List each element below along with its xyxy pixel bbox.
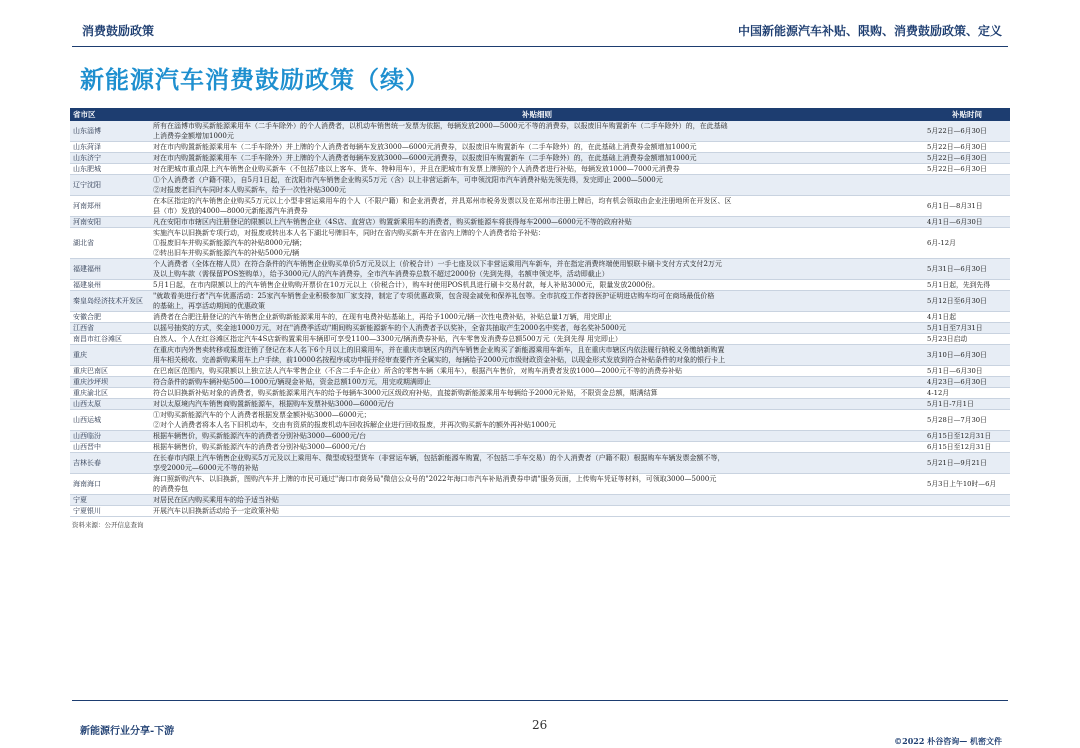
details-cell: [150, 388, 924, 399]
details-cell: [150, 196, 924, 217]
details-line: 开展汽车以旧换新活动给予一定政策补贴: [153, 507, 279, 515]
time-cell: 5月28日—7月30日: [924, 410, 1010, 431]
details-cell: [150, 334, 924, 345]
details-line: 及以上购车款（需保留POS签购单），给予3000元/人的汽车消费券，全市汽车消费券总数不超过2000份（先到先得，名额申领完毕，活动即截止）: [153, 270, 609, 278]
time-cell: 5月22日—6月30日: [924, 121, 1010, 142]
table-row: [70, 291, 1010, 312]
region-cell: 辽宁沈阳: [70, 175, 150, 196]
policy-table: [70, 108, 1010, 517]
details-line: 的基础上，再享活动期间的优惠政策: [153, 302, 265, 310]
table-row: [70, 506, 1010, 517]
time-cell: 4月1日—6月30日: [924, 217, 1010, 228]
details-cell: [150, 142, 924, 153]
time-cell: 5月1日-7月1日: [924, 399, 1010, 410]
time-cell: 4月23日—6月30日: [924, 377, 1010, 388]
region-cell: 河南郑州: [70, 196, 150, 217]
details-line: ①报废旧车并购买新能源汽车的补贴8000元/辆；: [153, 239, 307, 247]
time-cell: 4-12月: [924, 388, 1010, 399]
details-line: 海口照新购汽车、以旧换新，图购汽车并上牌的市民可通过"海口市商务局"微信公众号的"2022年海口市汽车补贴消费券申请"服务页面，上传购车凭证等材料，可领取3000—5000元: [153, 475, 717, 483]
details-cell: [150, 291, 924, 312]
details-line: 符合条件的新购车辆补贴500—1000元/辆现金补贴，资金总额100万元，用完或期满即止: [153, 378, 431, 386]
time-cell: 5月31日—6月30日: [924, 259, 1010, 280]
details-line: 在本区指定的汽车销售企业购买5万元以上小型非营运乘用车的个人（不限户籍）和企业消费者，并具郑州市税务发票以及在郑州市注册上牌后，均有机会领取由企业注册地所在开发区、区: [153, 197, 732, 205]
time-cell: 6月1日—8月31日: [924, 196, 1010, 217]
details-cell: [150, 164, 924, 175]
time-cell: 6月15日至12月31日: [924, 442, 1010, 453]
table-row: [70, 312, 1010, 323]
header-document-title: 中国新能源汽车补贴、限购、消费鼓励政策、定义: [737, 24, 1002, 38]
region-cell: 南昌市红谷滩区: [70, 334, 150, 345]
table-row: [70, 495, 1010, 506]
details-cell: [150, 175, 924, 196]
time-cell: 5月22日—6月30日: [924, 153, 1010, 164]
table-row: [70, 410, 1010, 431]
time-cell: 4月1日起: [924, 312, 1010, 323]
table-row: [70, 121, 1010, 142]
region-cell: 重庆巴南区: [70, 366, 150, 377]
table-row: [70, 323, 1010, 334]
details-cell: [150, 410, 924, 431]
table-row: [70, 196, 1010, 217]
footer-divider: [72, 700, 1008, 701]
table-row: [70, 259, 1010, 280]
details-cell: [150, 495, 924, 506]
page-title: 新能源汽车消费鼓励政策（续）: [80, 65, 430, 94]
details-cell: [150, 345, 924, 366]
details-line: 对居民在区内购买乘用车的给予适当补贴: [153, 496, 279, 504]
time-cell: 5月3日上午10时—6月: [924, 474, 1010, 495]
table-row: [70, 217, 1010, 228]
region-cell: 安徽合肥: [70, 312, 150, 323]
details-cell: [150, 280, 924, 291]
details-cell: [150, 453, 924, 474]
details-cell: [150, 377, 924, 388]
details-line: 个人消费者（全体在榕人员）在符合条件的汽车销售企业购买单价5万元及以上（价税合计）一手七座及以下非营运乘用汽车新车，并在指定消费终端使用银联卡刷卡支付方式支付2万元: [153, 260, 722, 268]
details-line: 对以太原境内汽车销售商购置新能源车，根据购车发票补贴3000—6000元/台: [153, 400, 394, 408]
details-line: 根据车辆售价，购买新能源汽车的消费者分别补贴3000—6000元/台: [153, 443, 366, 451]
region-cell: 重庆沙坪坝: [70, 377, 150, 388]
region-cell: 秦皇岛经济技术开发区: [70, 291, 150, 312]
region-cell: 江西省: [70, 323, 150, 334]
time-cell: 6月15日至12月31日: [924, 431, 1010, 442]
table-row: [70, 388, 1010, 399]
policy-table-container: [70, 108, 1010, 529]
table-row: [70, 431, 1010, 442]
region-cell: 山西运城: [70, 410, 150, 431]
details-line: 对在市内购置新能源乘用车（二手车除外）并上牌的个人消费者每辆车发放3000—6000元消费券，以报废旧车购置新车（二手车除外）的，在此基础上消费券金额增加1000元: [153, 154, 697, 162]
details-line: 在长春市内限上汽车销售企业购买5万元及以上乘用车、微型或轻型货车（非营运车辆，包括新能源车购置，不包括二手车交易）的个人消费者（户籍不限）根据购车车辆发票金额不等，: [153, 454, 725, 462]
region-cell: 海南海口: [70, 474, 150, 495]
table-row: [70, 399, 1010, 410]
region-cell: 山东淄博: [70, 121, 150, 142]
table-row: [70, 164, 1010, 175]
table-header-row: [70, 108, 1010, 121]
footer-report-name: 新能源行业分享-下游: [80, 726, 175, 737]
time-cell: 5月23日启动: [924, 334, 1010, 345]
time-cell: 5月22日—6月30日: [924, 142, 1010, 153]
time-cell: 3月10日—6月30日: [924, 345, 1010, 366]
time-cell: [924, 175, 1010, 196]
time-cell: 5月22日—6月30日: [924, 164, 1010, 175]
region-cell: 宁夏银川: [70, 506, 150, 517]
header-divider: [72, 46, 1008, 47]
details-line: ②转出旧车并购买新能源汽车的补贴5000元/辆: [153, 249, 300, 257]
table-row: [70, 228, 1010, 259]
table-row: [70, 377, 1010, 388]
details-cell: [150, 259, 924, 280]
details-line: 根据车辆售价，购买新能源汽车的消费者分别补贴3000—6000元/台: [153, 432, 366, 440]
time-cell: [924, 495, 1010, 506]
source-note: 资料来源：公开信息查询: [72, 521, 144, 529]
details-cell: [150, 217, 924, 228]
details-cell: [150, 121, 924, 142]
details-line: "就敢看美进行者"汽车优惠活动：25家汽车销售企业积极参加厂家支持，制定了专项优惠政策，包含现金减免和保养礼包等。全市抗疫工作者持医护证明进店购车均可在商场最低价格: [153, 292, 715, 300]
footer-copyright: ©2022 朴谷咨询— 机密文件: [894, 736, 1002, 746]
region-cell: 山东菏泽: [70, 142, 150, 153]
details-cell: [150, 153, 924, 164]
details-line: ①对购买新能源汽车的个人消费者根据发票金额补贴3000—6000元；: [153, 411, 371, 419]
details-line: 县（市）发放的4000—8000元新能源汽车消费券: [153, 207, 308, 215]
time-cell: [924, 506, 1010, 517]
column-header-details: 补贴细则: [150, 108, 924, 121]
details-line: 对在市内购置新能源乘用车（二手车除外）并上牌的个人消费者每辆车发放3000—6000元消费券，以报废旧车购置新车（二手车除外）的，在此基础上消费券金额增加1000元: [153, 143, 697, 151]
table-row: [70, 142, 1010, 153]
table-row: [70, 366, 1010, 377]
region-cell: 山西晋中: [70, 442, 150, 453]
time-cell: 5月12日至6月30日: [924, 291, 1010, 312]
details-line: 在重庆市内外售卖转移或报废注销了登记在本人名下6个月以上的旧乘用车，并在重庆市辖区内的汽车销售企业购买了新能源乘用车新车，且在重庆市辖区内依法履行纳税义务缴纳新购置: [153, 346, 725, 354]
column-header-region: 省市区: [70, 108, 150, 121]
details-line: 实施汽车以旧换新专项行动，对报废或转出本人名下湖北号牌旧车，同时在省内购买新车并在省内上牌的个人消费者给予补贴：: [153, 229, 545, 237]
region-cell: 河南安阳: [70, 217, 150, 228]
details-line: ②对报废老旧汽车同时本人购买新车，给予一次性补贴3000元: [153, 186, 346, 194]
region-cell: 山东肥城: [70, 164, 150, 175]
details-cell: [150, 366, 924, 377]
time-cell: 5月1日起，先到先得: [924, 280, 1010, 291]
details-cell: [150, 312, 924, 323]
details-line: 在巴南区范围内，购买限额以上独立法人汽车零售企业（不含二手车企业）所含的零售车辆（乘用车），根据汽车售价，对购车消费者发放1000—2000元不等的消费券补贴: [153, 367, 683, 375]
table-row: [70, 474, 1010, 495]
region-cell: 山东济宁: [70, 153, 150, 164]
table-row: [70, 175, 1010, 196]
details-cell: [150, 506, 924, 517]
table-row: [70, 442, 1010, 453]
table-row: [70, 280, 1010, 291]
page-number: 26: [532, 718, 548, 732]
region-cell: 重庆渝北区: [70, 388, 150, 399]
region-cell: 福建福州: [70, 259, 150, 280]
column-header-time: 补贴时间: [924, 108, 1010, 121]
details-line: 用车相关税收、完善新购乘用车上户手续，前10000名按程序成功申报并经审查要件齐全属实的，每辆给予2000元市级财政资金补贴，以现金形式发放到符合补贴条件的对象的银行卡上: [153, 356, 726, 364]
region-cell: 福建泉州: [70, 280, 150, 291]
details-line: 自然人、个人在红谷滩区指定汽车4S店新购置乘用车辆即可享受1100—3300元/辆消费券补贴，汽车零售发消费券总额500万元（先到先得 用完即止）: [153, 335, 622, 343]
table-row: [70, 334, 1010, 345]
details-line: 享受2000元—6000元不等的补贴: [153, 464, 259, 472]
table-row: [70, 153, 1010, 164]
details-line: 符合以旧换新补贴对象的消费者，购买新能源乘用汽车的给予每辆车3000元区级政府补贴，直接新购新能源乘用车每辆给予2000元补贴，不限资金总额，期满结算: [153, 389, 658, 397]
region-cell: 山西临汾: [70, 431, 150, 442]
region-cell: 宁夏: [70, 495, 150, 506]
details-line: 凡在安阳市市辖区内注册登记的限额以上汽车销售企业（4S店、直营店）购置新乘用车的消费者，购买新能源车将获得每车2000—6000元不等的政府补贴: [153, 218, 632, 226]
details-line: 对在肥城市重点限上汽车销售企业购买新车（不包括7座以上客车、货车、特种用车），并且在肥城市有发票上牌照的个人消费者进行补贴，每辆发放1000—7000元消费券: [153, 165, 680, 173]
time-cell: 5月21日—9月21日: [924, 453, 1010, 474]
details-cell: [150, 323, 924, 334]
details-line: 以摇号抽奖的方式，奖金池1000万元，对在"消费季活动"期间购买新能源新车的个人消费者予以奖补，全省共抽取产生2000名中奖者，每名奖补5000元: [153, 324, 626, 332]
time-cell: 6月-12月: [924, 228, 1010, 259]
region-cell: 湖北省: [70, 228, 150, 259]
details-line: 上消费券金额增加1000元: [153, 132, 234, 140]
table-row: [70, 453, 1010, 474]
table-row: [70, 345, 1010, 366]
details-line: ①个人消费者（户籍不限），自5月1日起，在沈阳市汽车销售企业购买5万元（含）以上非营运新车，可申领沈阳市汽车消费补贴先领先得，发完即止 2000—5000元: [153, 176, 663, 184]
time-cell: 5月1日—6月30日: [924, 366, 1010, 377]
details-line: 所有在淄博市购买新能源乘用车（二手车除外）的个人消费者，以机动车销售统一发票为依据，每辆发放2000—5000元不等的消费券，以报废旧车购置新车（二手车除外）的，在此基础: [153, 122, 728, 130]
details-line: ②对个人消费者将本人名下旧机动车，交由有资质的报废机动车回收拆解企业进行回收报废，并再次购买新车的额外再补贴1000元: [153, 421, 556, 429]
time-cell: 5月1日至7月31日: [924, 323, 1010, 334]
details-cell: [150, 399, 924, 410]
region-cell: 重庆: [70, 345, 150, 366]
details-line: 消费者在合肥注册登记的汽车销售企业新购新能源乘用车的，在现有电费补贴基础上，再给予1000元/辆一次性电费补贴，补贴总量1万辆，用完即止: [153, 313, 612, 321]
header-section-label: 消费鼓励政策: [82, 24, 155, 38]
region-cell: 山西太原: [70, 399, 150, 410]
details-cell: [150, 474, 924, 495]
details-line: 5月1日起，在市内限额以上的汽车销售企业购购开票价在10万元以上（价税合计），购车时使用POS机具进行刷卡交易付款，每人补贴3000元，限量发放2000份。: [153, 281, 660, 289]
table-body: [70, 121, 1010, 517]
details-cell: [150, 431, 924, 442]
details-line: 的消费券包: [153, 485, 188, 493]
region-cell: 吉林长春: [70, 453, 150, 474]
details-cell: [150, 228, 924, 259]
details-cell: [150, 442, 924, 453]
